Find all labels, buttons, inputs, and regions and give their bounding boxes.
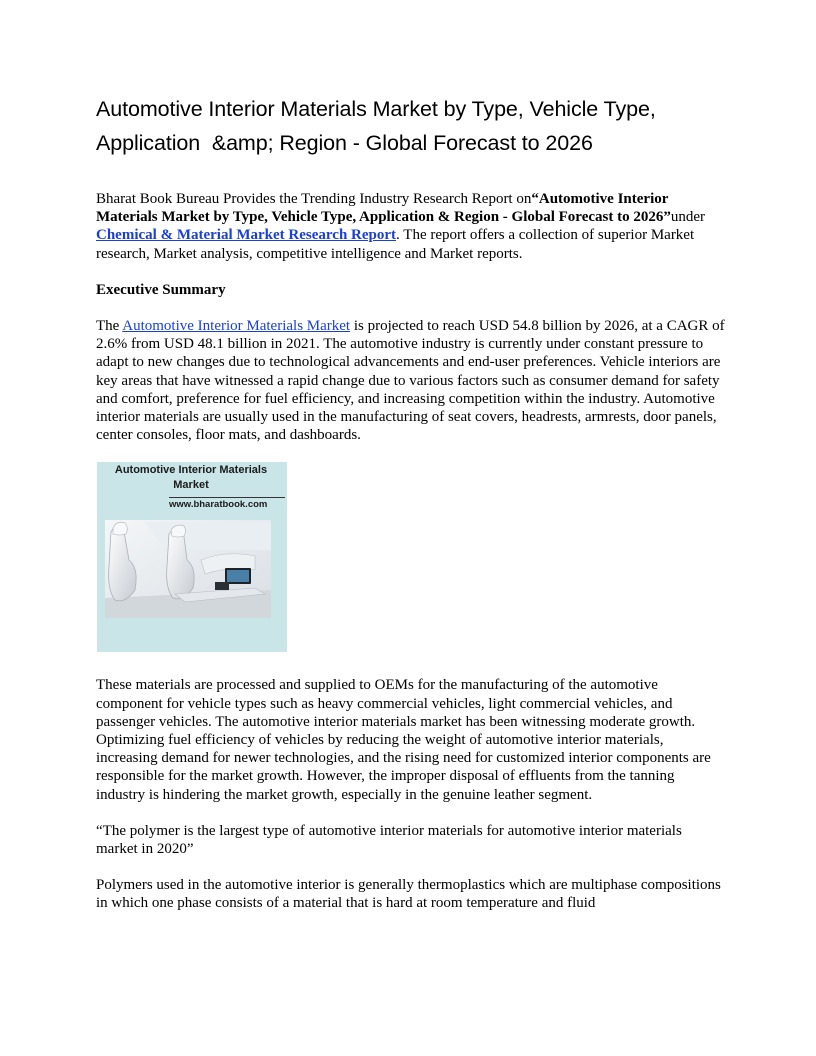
materials-paragraph: These materials are processed and supplied to OEMs for the manufacturing of the automotive component for vehicle types such as heavy commercial vehicles, light commercial vehicles, and passenger vehicles. The automotive interior materials market has been witnessing moderate growth. Optimizing fuel efficiency of vehicles by reducing the weight of automotive interior materials, increasing demand for newer technologies, and the rising need for customized interior components are responsible for the market growth. However, the improper disposal of effluents from the tanning industry is hindering the market growth, especially in the genuine leather segment. <box>96 677 711 803</box>
document-page <box>96 92 726 931</box>
intro-text-after: . The report offers a collection of superior Market research, Market analysis, competitive intelligence and Market reports. <box>96 227 695 262</box>
market-overview-paragraph <box>96 317 726 444</box>
image-caption-divider <box>169 497 285 498</box>
image-caption-title: Automotive Interior Materials Market <box>114 464 268 492</box>
report-cover-image <box>97 462 287 652</box>
intro-text-before: Bharat Book Bureau Provides the Trending Industry Research Report on <box>96 191 532 207</box>
intro-text-under: under <box>670 209 705 226</box>
title-line-2: Application &amp; Region - Global Forecast to 2026 <box>96 131 593 155</box>
market-link[interactable]: Automotive Interior Materials Market <box>122 318 351 335</box>
car-interior-photo <box>105 520 271 618</box>
para1-rest: is projected to reach USD 54.8 billion by 2026, at a CAGR of 2.6% from USD 48.1 billion in 2021. The automotive industry is currently under constant pressure to adapt to new changes due to technological advancements and end-user preferences. Vehicle interiors are key areas that have witnessed a rapid change due to various factors such as consumer demand for safety and comfort, preference for fuel efficiency, and increasing competition within the industry. Automotive interior materials are usually used in the manufacturing of seat covers, headrests, armrests, door panels, center consoles, floor mats, and dashboards. <box>96 318 725 444</box>
title-line-1: Automotive Interior Materials Market by Type, Vehicle Type, <box>96 97 656 121</box>
category-link[interactable]: Chemical & Material Market Research Report <box>96 227 397 244</box>
para1-prefix: The <box>96 318 123 335</box>
intro-report-title: “Automotive Interior Materials Market by Type, Vehicle Type, Application & Region - Global Forecast to 2026” <box>96 191 671 226</box>
image-caption-website: www.bharatbook.com <box>169 499 268 511</box>
executive-summary-heading: Executive Summary <box>96 281 226 298</box>
intro-paragraph <box>96 190 726 263</box>
polymer-quote: “The polymer is the largest type of automotive interior materials for automotive interior materials market in 2020” <box>96 822 682 858</box>
document-title <box>96 92 726 160</box>
polymer-paragraph: Polymers used in the automotive interior is generally thermoplastics which are multiphase compositions in which one phase consists of a material that is hard at room temperature and fluid <box>96 877 721 912</box>
